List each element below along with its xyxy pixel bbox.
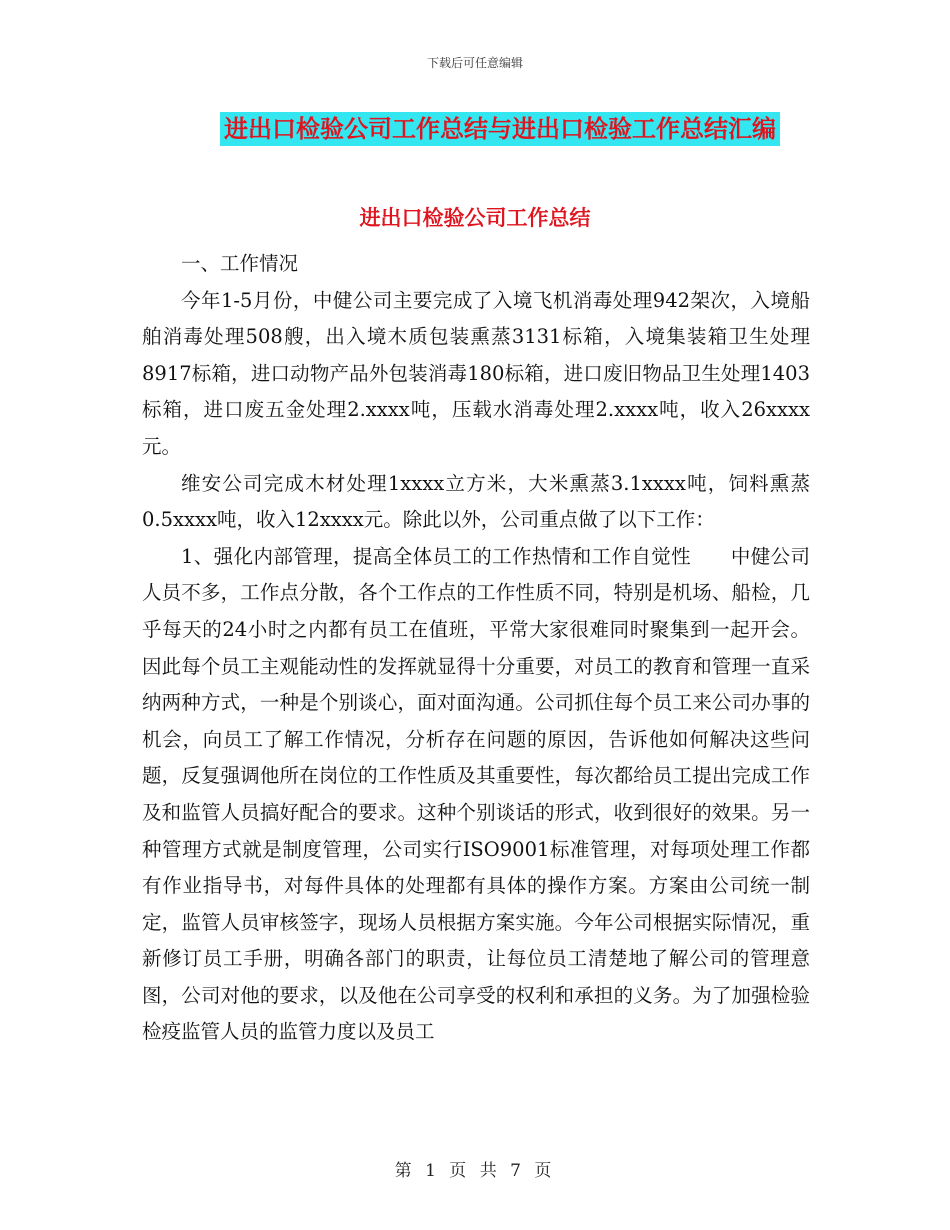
page-number-footer: 第 1 页 共 7 页 <box>394 1161 556 1181</box>
document-body <box>142 246 810 1051</box>
heading-work-status: 一、工作情况 <box>181 252 299 275</box>
document-title-container <box>0 112 950 146</box>
paragraph-internal-management: 1、强化内部管理，提高全体员工的工作热情和工作自觉性 中健公司人员不多，工作点分散，各个工作点的工作性质不同，特别是机场、船检，几乎每天的24小时之内都有员工在值班，平常大家很难同时聚集到一起开会。因此每个员工主观能动性的发挥就显得十分重要，对员工的教育和管理一直采纳两种方式，一种是个别谈心，面对面沟通。公司抓住每个员工来公司办事的机会，向员工了解工作情况，分析存在问题的原因，告诉他如何解决这些问题，反复强调他所在岗位的工作性质及其重要性，每次都给员工提出完成工作及和监管人员搞好配合的要求。这种个别谈话的形式，收到很好的效果。另一种管理方式就是制度管理，公司实行ISO9001标准管理，对每项处理工作都有作业指导书，对每件具体的处理都有具体的操作方案。方案由公司统一制定，监管人员审核签字，现场人员根据方案实施。今年公司根据实际情况，重新修订员工手册，明确各部门的职责，让每位员工清楚地了解公司的管理意图，公司对他的要求，以及他在公司享受的权利和承担的义务。为了加强检验检疫监管人员的监管力度以及员工 <box>142 544 810 1044</box>
section-title: 进出口检验公司工作总结 <box>359 206 591 230</box>
paragraph-weian-summary: 维安公司完成木材处理1xxxx立方米，大米熏蒸3.1xxxx吨，饲料熏蒸0.5xxxx吨，收入12xxxx元。除此以外，公司重点做了以下工作： <box>142 471 810 532</box>
header-note: 下载后可任意编辑 <box>426 56 523 70</box>
paragraph-zhongjian-summary: 今年1-5月份，中健公司主要完成了入境飞机消毒处理942架次，入境船舶消毒处理508艘，出入境木质包装熏蒸3131标箱，入境集装箱卫生处理8917标箱，进口动物产品外包装消毒180标箱，进口废旧物品卫生处理1403标箱，进口废五金处理2.xxxx吨，压载水消毒处理2.xxxx吨，收入26xxxx元。 <box>142 288 810 458</box>
document-title: 进出口检验公司工作总结与进出口检验工作总结汇编 <box>220 112 780 146</box>
